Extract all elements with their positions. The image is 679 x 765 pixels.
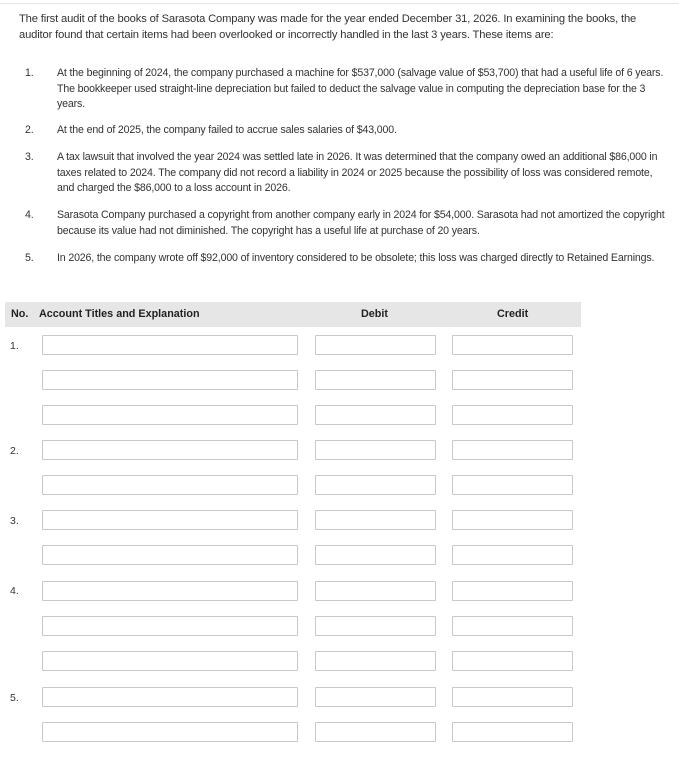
item-number: 2.: [25, 124, 34, 136]
item-number: 5.: [25, 252, 34, 264]
journal-table-header: [5, 302, 581, 327]
item-number: 3.: [25, 151, 34, 163]
header-debit: Debit: [361, 308, 388, 320]
account-input[interactable]: [42, 370, 298, 390]
top-divider: [0, 3, 679, 4]
credit-input[interactable]: [452, 616, 573, 636]
credit-input[interactable]: [452, 687, 573, 707]
debit-input[interactable]: [315, 475, 436, 495]
account-input[interactable]: [42, 405, 298, 425]
debit-input[interactable]: [315, 616, 436, 636]
debit-input[interactable]: [315, 581, 436, 601]
debit-input[interactable]: [315, 545, 436, 565]
debit-input[interactable]: [315, 510, 436, 530]
credit-input[interactable]: [452, 651, 573, 671]
item-text: A tax lawsuit that involved the year 2024 was settled late in 2026. It was determined that the company owed an additional $86,000 in taxes related to 2024. The company did not record a liability in 2024 or 2025 because the possibility of loss was considered remote, and charged the $86,000 to a loss account in 2026.: [57, 151, 658, 194]
entry-number-3: 3.: [10, 515, 19, 527]
header-no: No.: [11, 308, 29, 320]
credit-input[interactable]: [452, 510, 573, 530]
account-input[interactable]: [42, 335, 298, 355]
account-input[interactable]: [42, 722, 298, 742]
account-input[interactable]: [42, 475, 298, 495]
item-text: At the end of 2025, the company failed to accrue sales salaries of $43,000.: [57, 124, 397, 136]
item-text: In 2026, the company wrote off $92,000 of inventory considered to be obsolete; this loss was charged directly to Retained Earnings.: [57, 252, 655, 264]
account-input[interactable]: [42, 616, 298, 636]
account-input[interactable]: [42, 687, 298, 707]
entry-number-2: 2.: [10, 445, 19, 457]
entry-number-4: 4.: [10, 585, 19, 597]
problem-intro: The first audit of the books of Sarasota Company was made for the year ended December 31, 2026. In examining the books, the auditor found that certain items had been overlooked or incorrectly handled in the last 3 years. These items are:: [19, 13, 637, 41]
debit-input[interactable]: [315, 370, 436, 390]
debit-input[interactable]: [315, 687, 436, 707]
credit-input[interactable]: [452, 722, 573, 742]
credit-input[interactable]: [452, 475, 573, 495]
credit-input[interactable]: [452, 335, 573, 355]
header-credit: Credit: [497, 308, 529, 320]
debit-input[interactable]: [315, 651, 436, 671]
credit-input[interactable]: [452, 581, 573, 601]
credit-input[interactable]: [452, 405, 573, 425]
account-input[interactable]: [42, 545, 298, 565]
item-number: 1.: [25, 67, 34, 79]
debit-input[interactable]: [315, 440, 436, 460]
item-number: 4.: [25, 209, 34, 221]
entry-number-1: 1.: [10, 340, 19, 352]
header-account-titles: Account Titles and Explanation: [39, 308, 200, 320]
debit-input[interactable]: [315, 405, 436, 425]
entry-number-5: 5.: [10, 692, 19, 704]
debit-input[interactable]: [315, 335, 436, 355]
account-input[interactable]: [42, 581, 298, 601]
debit-input[interactable]: [315, 722, 436, 742]
account-input[interactable]: [42, 510, 298, 530]
account-input[interactable]: [42, 651, 298, 671]
credit-input[interactable]: [452, 545, 573, 565]
account-input[interactable]: [42, 440, 298, 460]
credit-input[interactable]: [452, 370, 573, 390]
item-text: Sarasota Company purchased a copyright from another company early in 2024 for $54,000. Sarasota had not amortized the copyright because its value had not diminished. The copyright has a useful life at purchase of 20 years.: [57, 209, 665, 237]
credit-input[interactable]: [452, 440, 573, 460]
item-text: At the beginning of 2024, the company purchased a machine for $537,000 (salvage value of $53,700) that had a useful life of 6 years. The bookkeeper used straight-line depreciation but failed to deduct the salvage value in computing the depreciation base for the 3 years.: [57, 67, 664, 110]
